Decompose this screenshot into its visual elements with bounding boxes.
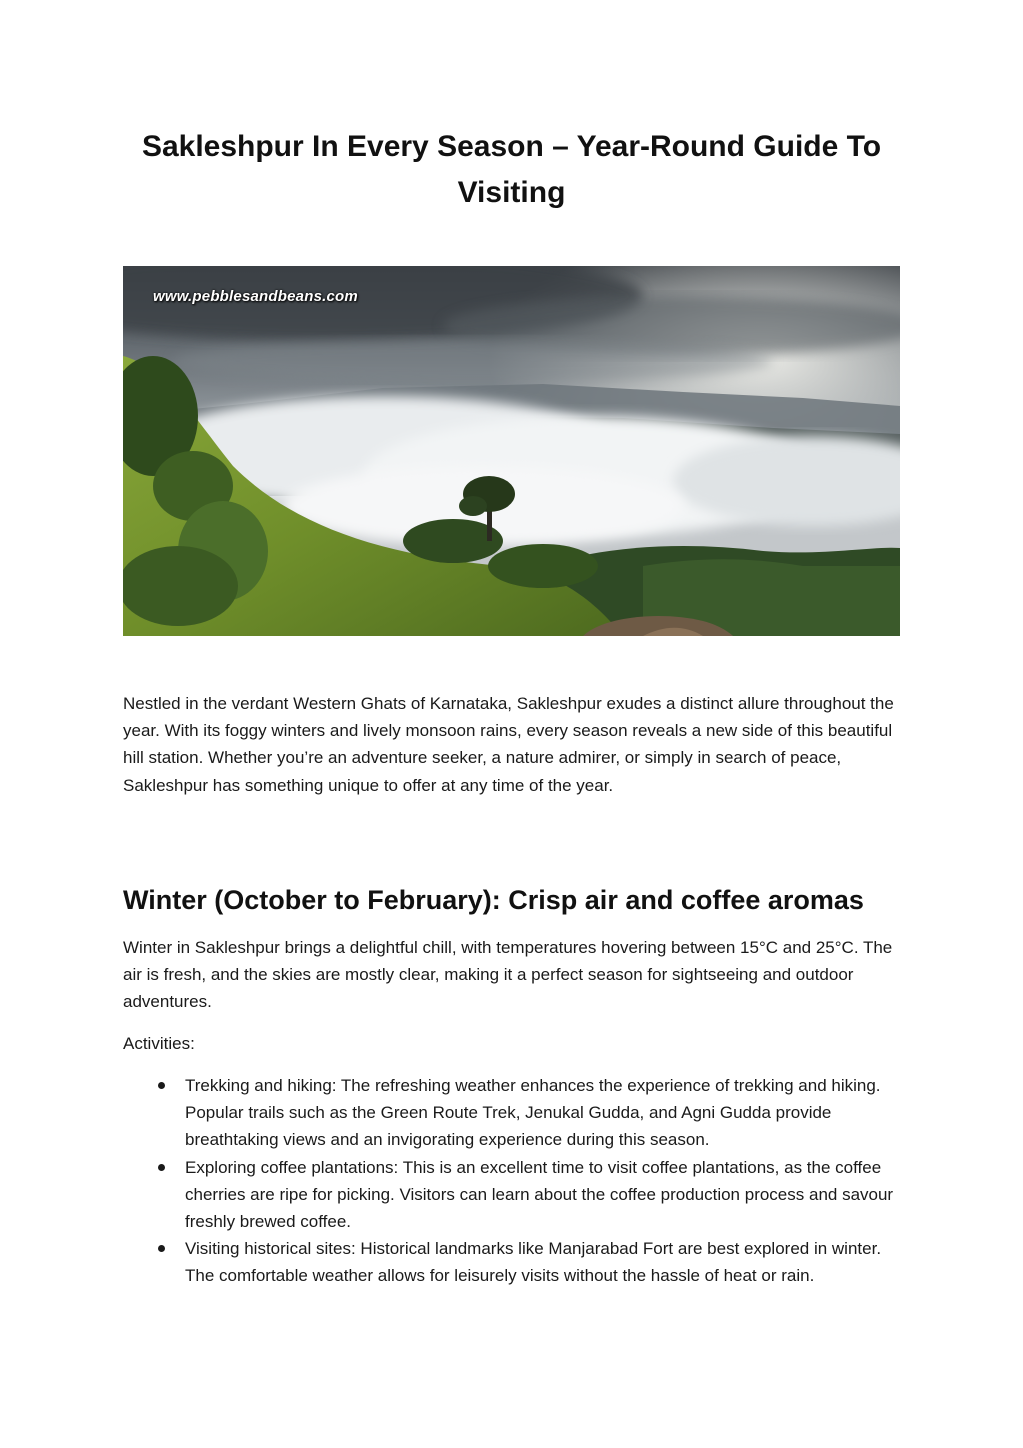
list-item [123, 1154, 903, 1236]
bullet-icon [158, 1082, 165, 1089]
activities-list [123, 1072, 903, 1290]
misty-hills-landscape [123, 266, 900, 636]
hero-image [123, 266, 900, 636]
winter-heading: Winter (October to February): Crisp air and coffee aromas [123, 885, 864, 915]
winter-description: Winter in Sakleshpur brings a delightful chill, with temperatures hovering between 15°C and 25°C. The air is fresh, and the skies are mostly clear, making it a perfect season for sightseeing and outdoor adventures. [123, 938, 893, 1012]
list-item [123, 1235, 903, 1289]
intro-paragraph: Nestled in the verdant Western Ghats of Karnataka, Sakleshpur exudes a distinct allure throughout the year. With its foggy winters and lively monsoon rains, every season reveals a new side of this beautiful hill station. Whether you’re an adventure seeker, a nature admirer, or simply in search of peace, Sakleshpur has something unique to offer at any time of the year. [123, 694, 894, 795]
activity-text: Exploring coffee plantations: This is an excellent time to visit coffee plantations, as the coffee cherries are ripe for picking. Visitors can learn about the coffee production process and savour freshly brewed coffee. [185, 1157, 894, 1232]
bullet-icon [158, 1164, 165, 1171]
image-watermark: www.pebblesandbeans.com [153, 288, 358, 305]
page-title: Sakleshpur In Every Season – Year-Round Guide To Visiting [141, 130, 882, 209]
activity-text: Visiting historical sites: Historical landmarks like Manjarabad Fort are best explored in winter. The comfortable weather allows for leisurely visits without the hassle of heat or rain. [185, 1239, 882, 1286]
activities-label: Activities: [123, 1034, 195, 1053]
list-item [123, 1072, 903, 1154]
bullet-icon [158, 1245, 165, 1252]
activity-text: Trekking and hiking: The refreshing weather enhances the experience of trekking and hiking. Popular trails such as the Green Route Trek, Jenukal Gudda, and Agni Gudda provide breathtaking views and an invigorating experience during this season. [185, 1076, 881, 1150]
